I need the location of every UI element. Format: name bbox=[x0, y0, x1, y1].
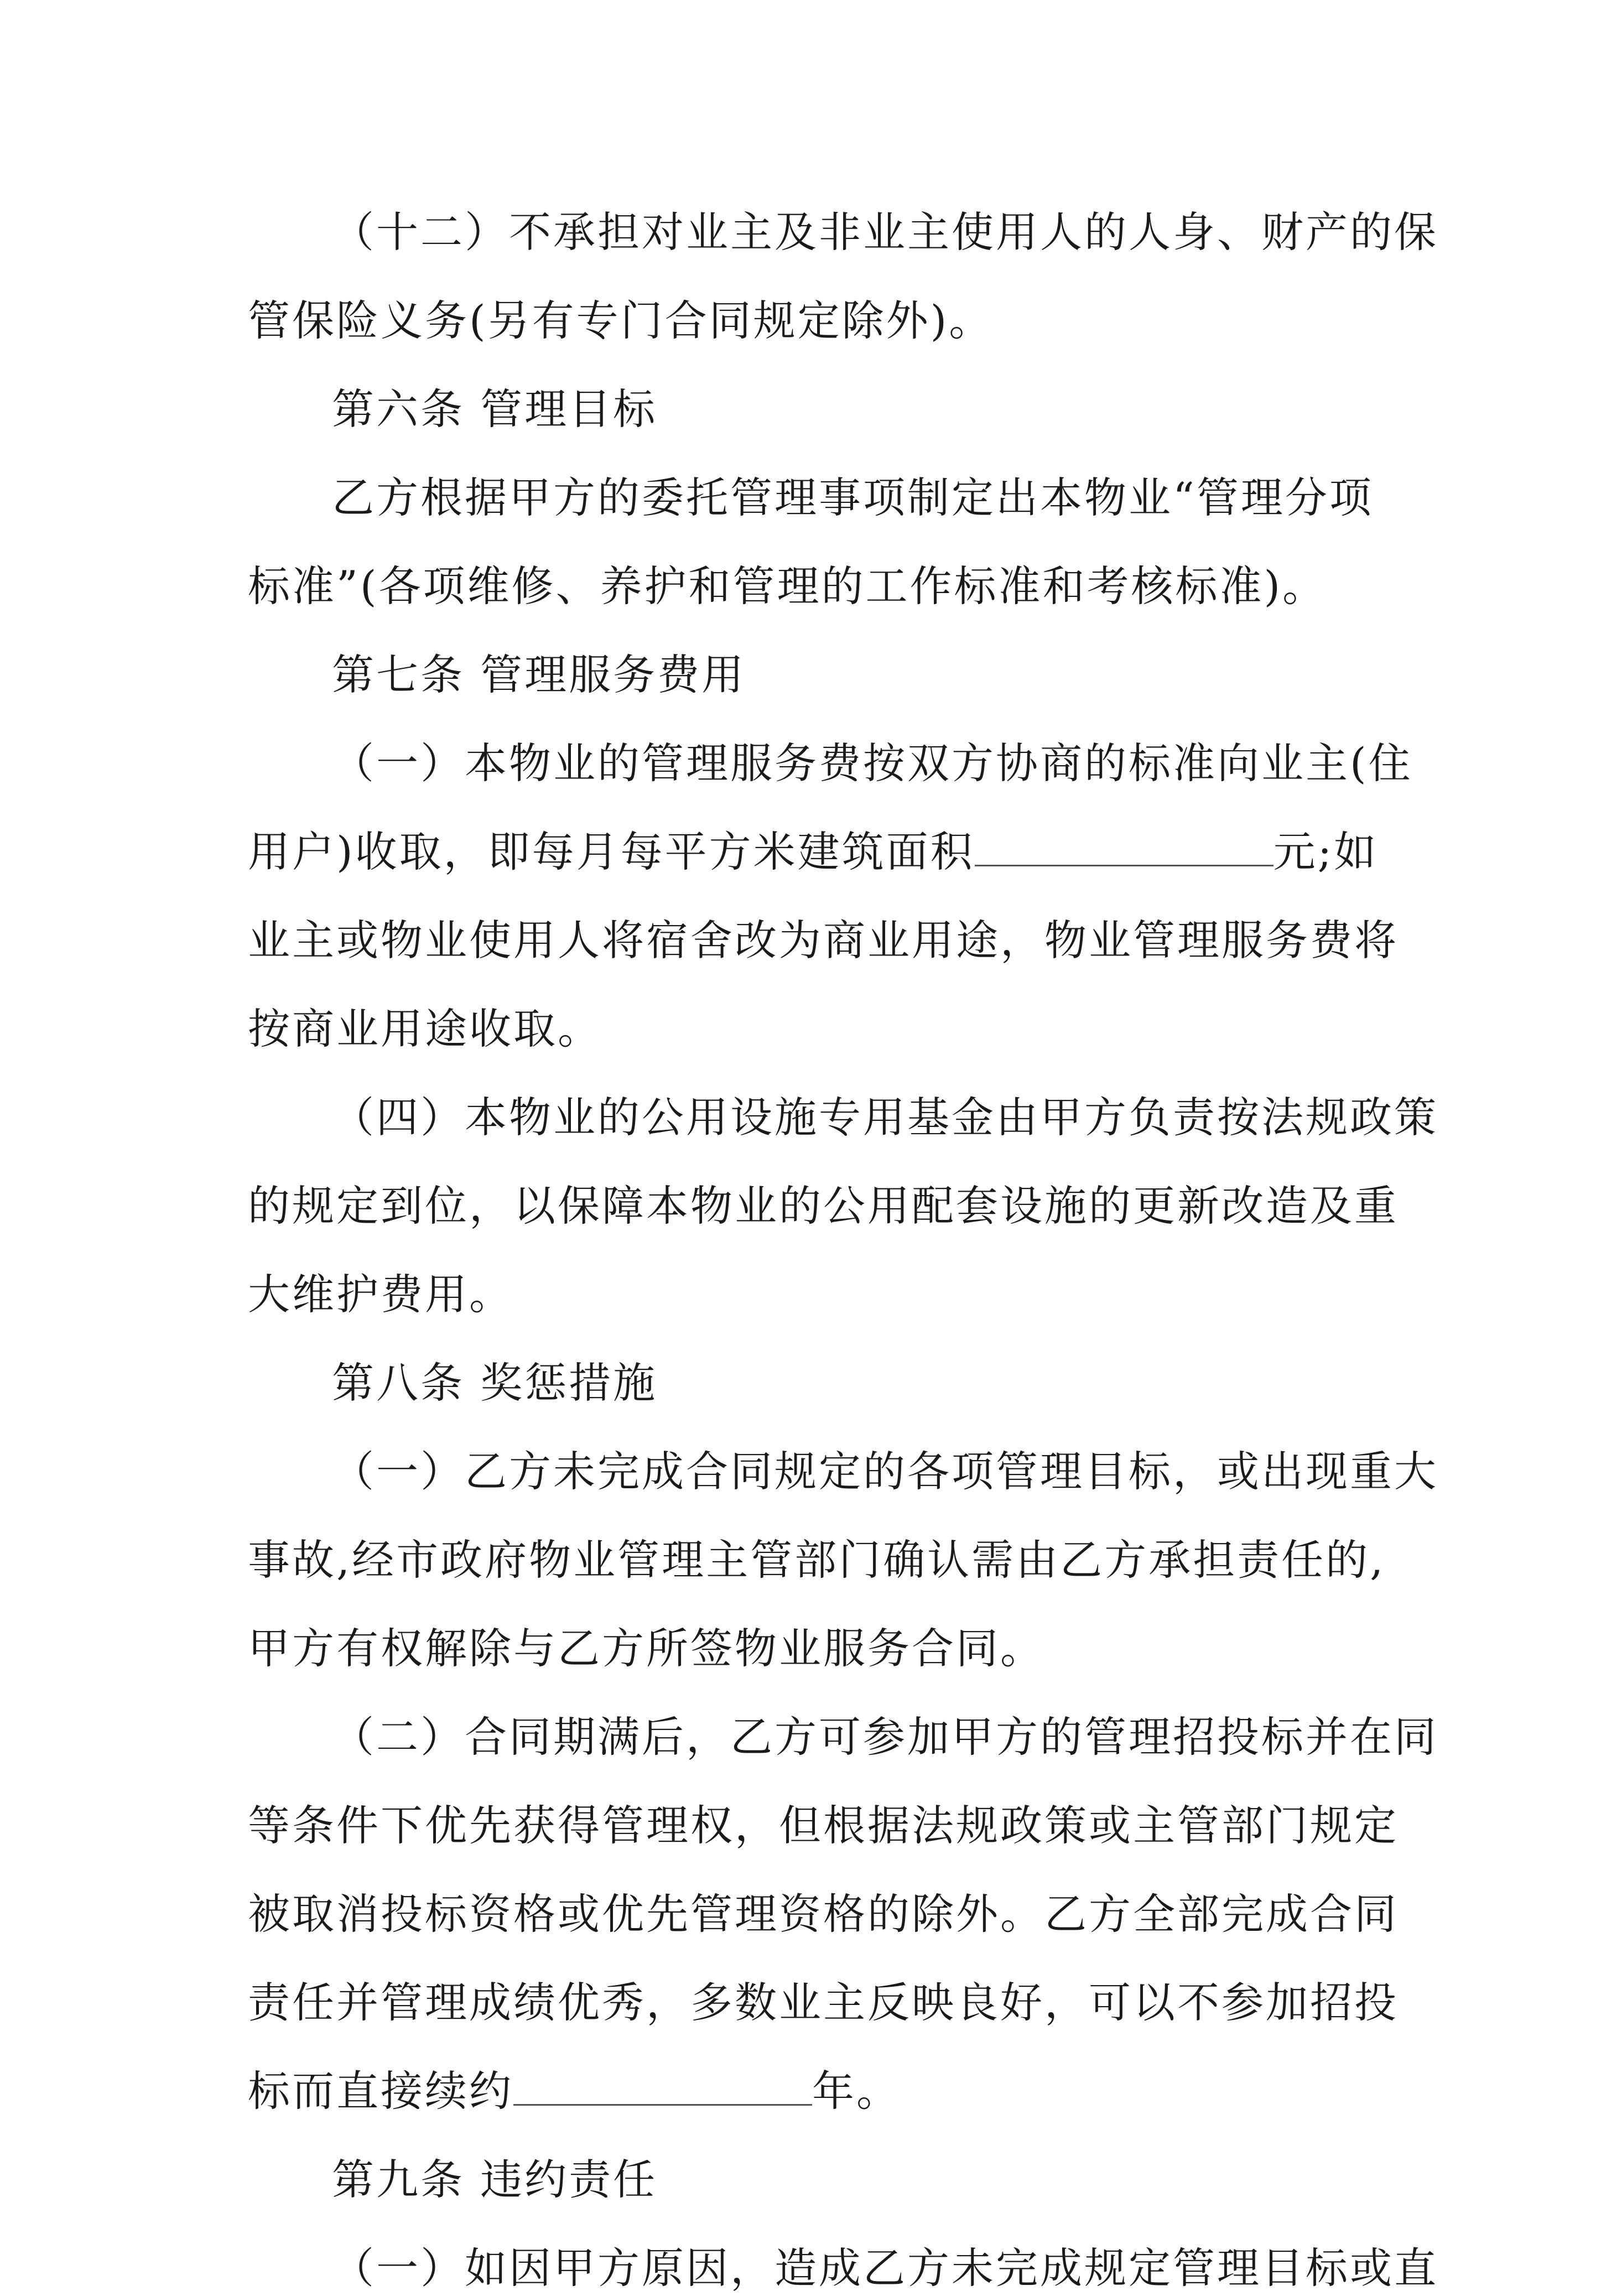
article-7-para-4-line-2: 的规定到位，以保障本物业的公用配套设施的更新改造及重 bbox=[248, 1181, 1399, 1230]
article-8-para-2-line-3: 被取消投标资格或优先管理资格的除外。乙方全部完成合同 bbox=[248, 1889, 1399, 1939]
article-8-para-1-line-3: 甲方有权解除与乙方所签物业服务合同。 bbox=[248, 1624, 1044, 1673]
article-6-title: 第六条 管理目标 bbox=[332, 385, 658, 434]
article-9-para-1-line-1: （一）如因甲方原因，造成乙方未完成规定管理目标或直 bbox=[332, 2243, 1438, 2293]
article-7-title: 第七条 管理服务费用 bbox=[332, 650, 746, 699]
renewal-text-before-blank: 标而直接续约 bbox=[248, 2066, 513, 2116]
para-12-line-2: 管保险义务(另有专门合同规定除外)。 bbox=[248, 296, 994, 345]
article-6-para-line-1: 乙方根据甲方的委托管理事项制定出本物业“管理分项 bbox=[332, 473, 1374, 522]
renewal-years-blank bbox=[513, 2065, 812, 2106]
article-6-para-line-2: 标准”(各项维修、养护和管理的工作标准和考核标准)。 bbox=[248, 562, 1327, 611]
article-8-para-2-line-2: 等条件下优先获得管理权，但根据法规政策或主管部门规定 bbox=[248, 1801, 1399, 1850]
article-7-para-4-line-3: 大维护费用。 bbox=[248, 1270, 513, 1319]
article-7-para-1-line-3: 业主或物业使用人将宿舍改为商业用途，物业管理服务费将 bbox=[248, 916, 1399, 965]
fee-amount-blank bbox=[975, 826, 1273, 866]
para-12-line-1: （十二）不承担对业主及非业主使用人的人身、财产的保 bbox=[332, 207, 1438, 257]
article-8-para-2-line-1: （二）合同期满后，乙方可参加甲方的管理招投标并在同 bbox=[332, 1712, 1438, 1762]
article-8-para-2-line-5 bbox=[248, 2064, 901, 2119]
article-9-title: 第九条 违约责任 bbox=[332, 2155, 658, 2204]
fee-text-after-blank: 元;如 bbox=[1273, 827, 1379, 876]
article-7-para-1-line-1: （一）本物业的管理服务费按双方协商的标准向业主(住 bbox=[332, 739, 1413, 788]
article-8-para-1-line-1: （一）乙方未完成合同规定的各项管理目标，或出现重大 bbox=[332, 1447, 1438, 1496]
article-7-para-1-line-4: 按商业用途收取。 bbox=[248, 1004, 602, 1053]
renewal-text-after-blank: 年。 bbox=[812, 2066, 901, 2116]
article-8-title: 第八条 奖惩措施 bbox=[332, 1358, 658, 1407]
article-8-para-2-line-4: 责任并管理成绩优秀，多数业主反映良好，可以不参加招投 bbox=[248, 1978, 1399, 2027]
article-7-para-1-line-2 bbox=[248, 824, 1378, 880]
article-8-para-1-line-2: 事故,经市政府物业管理主管部门确认需由乙方承担责任的, bbox=[248, 1535, 1386, 1585]
article-7-para-4-line-1: （四）本物业的公用设施专用基金由甲方负责按法规政策 bbox=[332, 1093, 1438, 1142]
fee-text-before-blank: 用户)收取，即每月每平方米建筑面积 bbox=[248, 827, 975, 876]
